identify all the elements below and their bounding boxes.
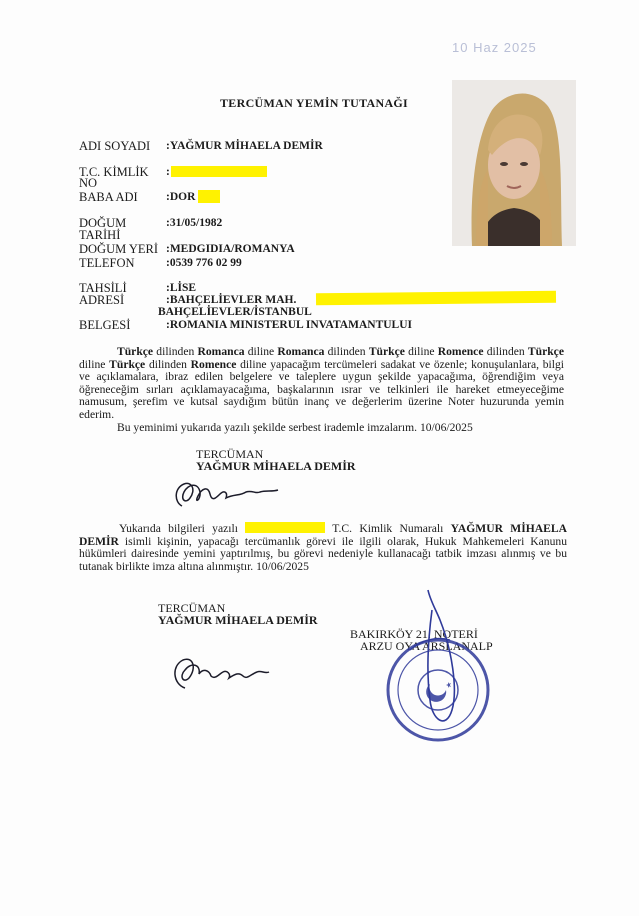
oath-text: dilinden: [324, 345, 369, 358]
translator-name-2: YAĞMUR MİHAELA DEMİR: [158, 613, 318, 627]
field-value-birth: :31/05/1982: [166, 217, 223, 229]
oath-text: dilinden: [153, 345, 198, 358]
language-romanian: Romence: [190, 357, 237, 371]
field-value-birthplace: :MEDGIDIA/ROMANYA: [166, 243, 295, 255]
field-label-id: T.C. KİMLİK: [79, 165, 149, 179]
document-title: TERCÜMAN YEMİN TUTANAĞI: [220, 96, 409, 110]
oath-text: diline yapacağım tercümeleri sadakat ve özenle; konuşulanlara, bilgi ve açıklamalara, ibraz edilen belgelere ve taleplere uygun şekilde yapacağıma, öğrendiğim veya öğreneceğim sırları açıklamayacağıma, başkalarının ısrar ve telkinleri ile hareket etmeyeceğime namusum, şerefim ve kutsal saydığım bütün inanç ve değerlerim üzerine Noter huzurunda yemin ederim.: [79, 357, 564, 421]
field-value-certificate: :ROMANIA MINISTERUL INVATAMANTULUI: [166, 319, 412, 331]
oath-text: diline: [404, 345, 438, 358]
field-label-address: ADRESİ: [79, 293, 125, 307]
notary-name: ARZU OYA ARSLANALP: [360, 639, 493, 653]
language-romanian: Romence: [437, 345, 484, 358]
notary-office: BAKIRKÖY 21. NOTERİ: [350, 627, 478, 641]
redaction-highlight: [198, 190, 220, 203]
certification-paragraph: [79, 522, 567, 573]
field-label-education: TAHSİLİ: [79, 281, 127, 295]
language-turkish: Türkçe: [527, 345, 564, 358]
language-romanian: Romanca: [277, 345, 325, 358]
oath-signing-line: Bu yeminimi yukarıda yazılı şekilde serbest irademle imzalarım. 10/06/2025: [117, 421, 473, 434]
portrait-image: [452, 80, 576, 246]
field-label-birth: DOĞUM: [79, 216, 127, 230]
translator-role-1: TERCÜMAN: [196, 447, 264, 461]
redaction-highlight: [171, 166, 267, 177]
field-label-id-no: NO: [79, 176, 98, 190]
field-value-phone: :0539 776 02 99: [166, 257, 242, 269]
language-turkish: Türkçe: [109, 357, 146, 371]
oath-text: diline: [244, 345, 278, 358]
oath-text: dilinden: [483, 345, 528, 358]
notary-seal-stamp: [370, 580, 500, 750]
translator-signature-2: [165, 648, 285, 696]
oath-text: diline: [79, 357, 110, 371]
field-label-birth-date: TARİHİ: [79, 228, 121, 242]
field-value-father: :DOR: [166, 191, 196, 203]
language-turkish: Türkçe: [117, 345, 154, 358]
field-value-education: :LİSE: [166, 282, 197, 294]
field-value-address: :BAHÇELİEVLER MAH.: [166, 294, 297, 306]
field-label-name: ADI SOYADI: [79, 139, 151, 153]
redaction-highlight: [316, 291, 556, 306]
field-value-address-city: BAHÇELİEVLER/İSTANBUL: [158, 306, 312, 318]
oath-paragraph: [79, 346, 564, 422]
certification-text: Yukarıda bilgileri yazılı: [119, 522, 246, 535]
field-value-id: :: [166, 166, 170, 178]
language-romanian: Romanca: [197, 345, 245, 358]
received-date-stamp: 10 Haz 2025: [452, 40, 537, 55]
field-label-certificate: BELGESİ: [79, 318, 131, 332]
translator-signature-1: [168, 476, 298, 512]
field-label-phone: TELEFON: [79, 256, 135, 270]
certification-text: isimli kişinin, yapacağı tercümanlık görevi ile ilgili olarak, Hukuk Mahkemeleri Kanunu hükümleri dairesinde yemini yaptırılmış, bu görevi nedeniyle kullanacağı tatbik imzası alınmış ve bu tutanak birlikte imza altına alınmıştır. 10/06/2025: [79, 534, 567, 573]
certification-text: T.C. Kimlik Numaralı: [325, 522, 451, 535]
field-label-birthplace: DOĞUM YERİ: [79, 242, 159, 256]
redaction-highlight: [245, 522, 325, 533]
certified-person-name: YAĞMUR MİHAELA DEMİR: [79, 522, 567, 548]
field-value-name: :YAĞMUR MİHAELA DEMİR: [166, 140, 323, 152]
oath-text: dilinden: [145, 357, 191, 371]
translator-name-1: YAĞMUR MİHAELA DEMİR: [196, 459, 356, 473]
field-label-father: BABA ADI: [79, 190, 138, 204]
language-turkish: Türkçe: [368, 345, 405, 358]
translator-role-2: TERCÜMAN: [158, 601, 226, 615]
applicant-photo: [452, 80, 576, 246]
